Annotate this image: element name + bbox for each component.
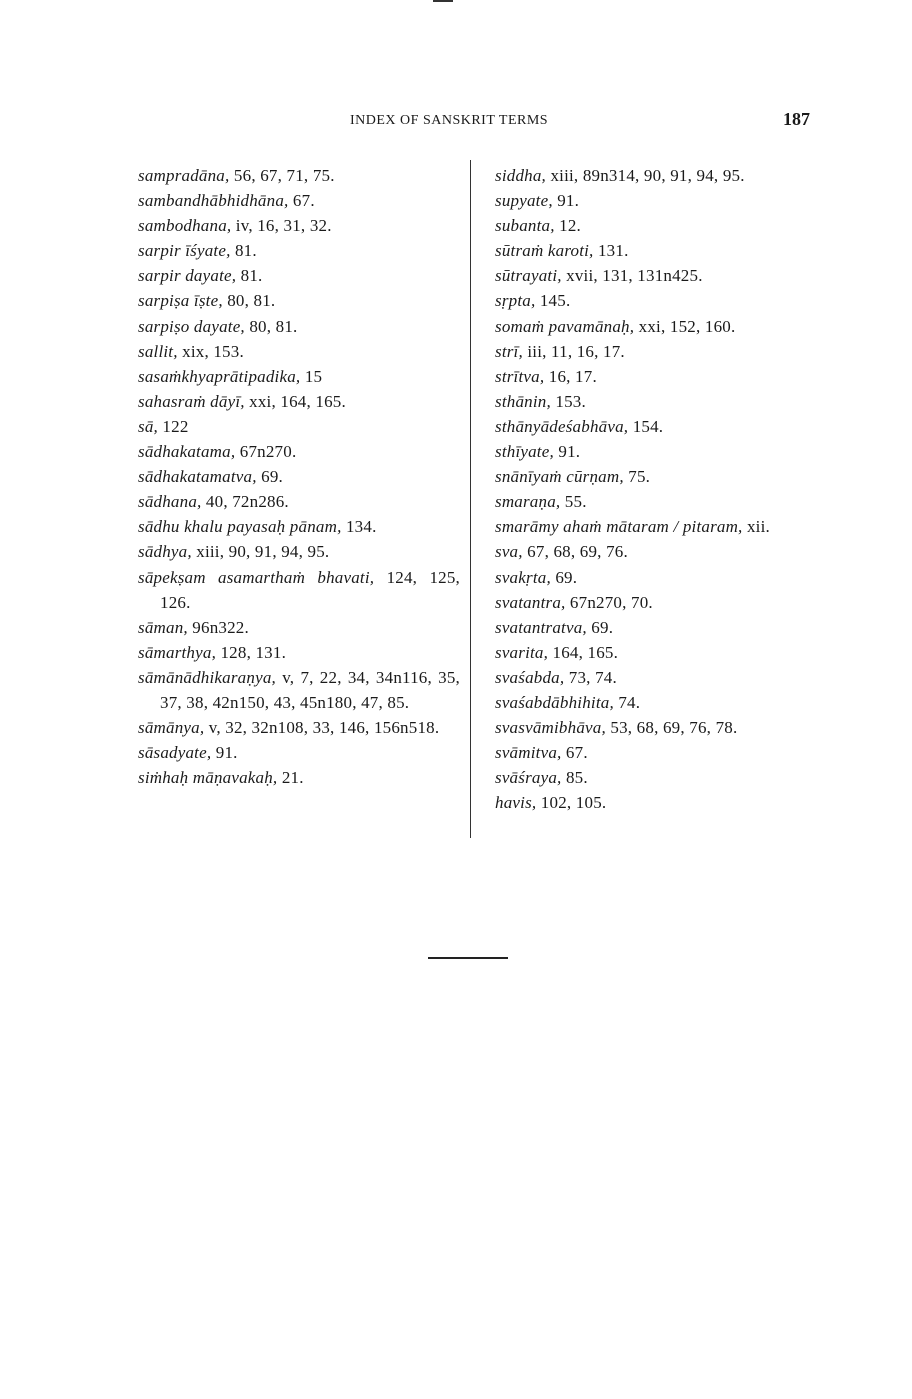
index-term: svakṛta,: [495, 567, 551, 587]
index-term: sūtrayati,: [495, 266, 562, 286]
index-term: strī,: [495, 341, 523, 361]
index-term: svaśabdābhihita,: [495, 692, 614, 712]
index-term: sampradāna,: [138, 166, 230, 185]
index-entry: [138, 339, 460, 364]
index-refs: 128, 131.: [216, 642, 287, 662]
index-refs: xxi, 164, 165.: [244, 391, 346, 411]
index-term: siṁhaḥ māṇavakaḥ,: [138, 768, 278, 788]
index-term: strītva,: [495, 366, 545, 386]
index-entry: [495, 389, 815, 414]
index-term: sambandhābhidhāna,: [138, 191, 289, 211]
index-term: sāmarthya,: [138, 642, 217, 662]
index-term: sāpekṣam asamarthaṁ bhavati,: [138, 567, 375, 587]
index-refs: 67.: [288, 191, 315, 211]
index-refs: 91.: [553, 442, 581, 462]
index-entry: [138, 288, 460, 313]
index-entry: [138, 213, 460, 238]
index-term: subanta,: [495, 216, 555, 236]
index-entry: [138, 489, 460, 514]
index-entry: [495, 590, 815, 615]
index-refs: xxi, 152, 160.: [634, 316, 736, 336]
index-entry: [138, 640, 460, 665]
index-entry: [138, 163, 460, 188]
index-entry: [495, 238, 815, 263]
index-entry: [495, 514, 815, 539]
index-entry: [138, 464, 460, 489]
index-refs: 91.: [211, 743, 238, 763]
index-entry: [495, 213, 815, 238]
index-refs: 67, 68, 69, 76.: [522, 542, 628, 562]
page-number: 187: [783, 109, 810, 129]
index-entry: [138, 238, 460, 263]
index-refs: 96n322.: [187, 617, 249, 637]
index-refs: 134.: [341, 517, 377, 537]
index-column-right: [495, 163, 815, 815]
index-term: smaraṇa,: [495, 492, 561, 512]
index-refs: 81.: [230, 241, 257, 261]
index-entry: [495, 489, 815, 514]
index-entry: [138, 414, 460, 439]
index-entry: [138, 389, 460, 414]
index-refs: xiii, 89n314, 90, 91, 94, 95.: [546, 166, 745, 185]
index-term: svarita,: [495, 642, 549, 662]
index-entry: [495, 665, 815, 690]
index-refs: 16, 17.: [544, 366, 597, 386]
running-header: INDEX OF SANSKRIT TERMS: [350, 113, 549, 128]
index-refs: 15: [300, 366, 323, 386]
index-refs: xii.: [742, 517, 770, 537]
index-term: sādhakatama,: [138, 442, 236, 462]
index-term: sāman,: [138, 617, 188, 637]
index-term: smarāmy ahaṁ mātaram / pitaram,: [495, 517, 743, 537]
index-refs: 124, 125, 126.: [160, 567, 461, 612]
index-refs: 69.: [256, 467, 283, 487]
index-term: sambodhana,: [138, 216, 232, 236]
index-entry: [138, 740, 460, 765]
index-term: svāśraya,: [495, 768, 562, 788]
index-term: sādhya,: [138, 542, 192, 562]
index-entry: [495, 163, 815, 188]
index-refs: 122: [157, 416, 189, 436]
top-edge-mark: [433, 0, 453, 2]
index-term: siddha,: [495, 166, 546, 185]
index-refs: 53, 68, 69, 76, 78.: [605, 718, 738, 738]
index-refs: 67n270.: [235, 442, 297, 462]
index-term: havis,: [495, 793, 537, 813]
index-term: sūtraṁ karoti,: [495, 241, 594, 261]
index-term: sāmānya,: [138, 718, 205, 738]
index-refs: 102, 105.: [536, 793, 607, 813]
index-refs: 67.: [561, 743, 588, 763]
index-entry: [138, 263, 460, 288]
index-entry: [495, 640, 815, 665]
index-refs: 56, 67, 71, 75.: [229, 166, 335, 185]
index-refs: 67n270, 70.: [565, 592, 653, 612]
index-entry: [495, 414, 815, 439]
index-entry: [138, 514, 460, 539]
index-refs: v, 32, 32n108, 33, 146, 156n518.: [204, 718, 440, 738]
index-term: supyate,: [495, 191, 553, 211]
index-refs: v, 7, 22, 34, 34n116, 35, 37, 38, 42n150, 43, 45n180, 47, 85.: [160, 667, 460, 712]
index-term: sarpiṣa īṣte,: [138, 291, 223, 311]
index-term: sā,: [138, 416, 158, 436]
index-term: sthānyādeśabhāva,: [495, 416, 629, 436]
index-column-left: [138, 163, 460, 790]
index-term: svatantratva,: [495, 617, 587, 637]
index-entry: [138, 715, 460, 740]
index-entry: [495, 615, 815, 640]
index-refs: 91.: [552, 191, 580, 211]
index-refs: 131.: [593, 241, 629, 261]
index-refs: 21.: [277, 768, 304, 788]
index-entry: [138, 765, 460, 790]
index-refs: 154.: [628, 416, 664, 436]
index-entry: [495, 740, 815, 765]
index-term: sarpir īśyate,: [138, 241, 231, 261]
index-term: svasvāmibhāva,: [495, 718, 606, 738]
index-term: sarpiṣo dayate,: [138, 316, 245, 336]
column-divider: [470, 160, 471, 838]
index-term: sahasraṁ dāyī,: [138, 391, 245, 411]
index-refs: 12.: [554, 216, 582, 236]
index-entry: [495, 263, 815, 288]
index-entry: [495, 364, 815, 389]
index-refs: xix, 153.: [177, 341, 244, 361]
index-entry: [138, 314, 460, 339]
index-entry: [138, 188, 460, 213]
index-term: sāsadyate,: [138, 743, 212, 763]
index-term: somaṁ pavamānaḥ,: [495, 316, 635, 336]
index-refs: iv, 16, 31, 32.: [231, 216, 332, 236]
index-entry: [495, 565, 815, 590]
index-entry: [138, 665, 460, 715]
index-term: snānīyaṁ cūrṇam,: [495, 467, 624, 487]
index-refs: 80, 81.: [222, 291, 276, 311]
index-entry: [495, 288, 815, 313]
index-refs: 55.: [560, 492, 587, 512]
index-refs: xvii, 131, 131n425.: [561, 266, 703, 286]
index-refs: iii, 11, 16, 17.: [522, 341, 625, 361]
index-entry: [495, 314, 815, 339]
index-term: svāmitva,: [495, 743, 562, 763]
index-term: sasaṁkhyaprātipadika,: [138, 366, 301, 386]
index-term: sthānin,: [495, 391, 551, 411]
index-refs: 74.: [613, 692, 641, 712]
index-entry: [495, 188, 815, 213]
index-term: sarpir dayate,: [138, 266, 237, 286]
index-entry: [138, 539, 460, 564]
index-term: sādhakatamatva,: [138, 467, 257, 487]
index-refs: 85.: [561, 768, 588, 788]
index-term: sva,: [495, 542, 523, 562]
index-term: svatantra,: [495, 592, 566, 612]
index-entry: [138, 565, 460, 615]
index-term: sādhu khalu payasaḥ pānam,: [138, 517, 342, 537]
index-term: sāmānādhikaraṇya,: [138, 667, 276, 687]
index-term: sṛpta,: [495, 291, 536, 311]
index-refs: 164, 165.: [548, 642, 619, 662]
index-refs: 81.: [236, 266, 263, 286]
index-entry: [495, 690, 815, 715]
index-refs: 145.: [535, 291, 571, 311]
index-refs: 153.: [550, 391, 586, 411]
index-term: sallit,: [138, 341, 178, 361]
index-entry: [495, 464, 815, 489]
index-entry: [138, 615, 460, 640]
index-term: sādhana,: [138, 492, 202, 512]
end-rule: [428, 957, 508, 959]
index-refs: 40, 72n286.: [201, 492, 289, 512]
index-term: sthīyate,: [495, 442, 554, 462]
index-entry: [495, 439, 815, 464]
index-entry: [495, 765, 815, 790]
index-refs: 69.: [586, 617, 614, 637]
index-entry: [495, 715, 815, 740]
index-entry: [495, 539, 815, 564]
index-entry: [138, 439, 460, 464]
index-term: svaśabda,: [495, 667, 565, 687]
index-entry: [495, 339, 815, 364]
index-refs: 80, 81.: [244, 316, 298, 336]
index-refs: 73, 74.: [564, 667, 617, 687]
index-entry: [138, 364, 460, 389]
index-refs: 69.: [550, 567, 578, 587]
index-refs: xiii, 90, 91, 94, 95.: [191, 542, 330, 562]
index-entry: [495, 790, 815, 815]
index-refs: 75.: [623, 467, 651, 487]
